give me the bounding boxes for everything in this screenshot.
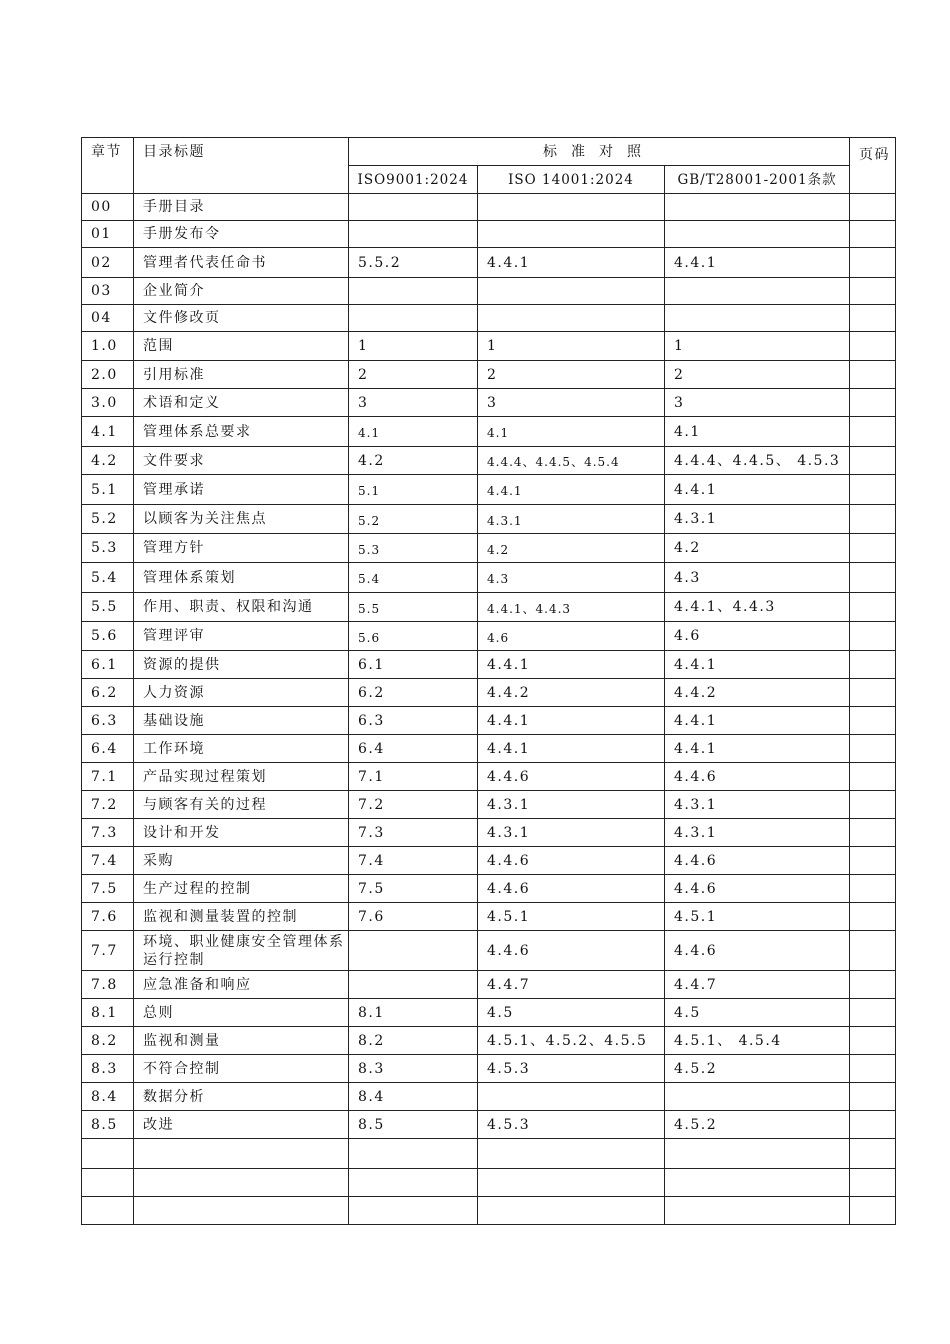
- table-row: [82, 475, 896, 505]
- iso9001-cell: [349, 221, 478, 248]
- gbt28001-cell: 3: [665, 389, 850, 417]
- title-cell: 监视和测量装置的控制: [134, 903, 349, 931]
- title-cell: 总则: [134, 999, 349, 1027]
- gbt28001-cell: 4.6: [665, 622, 850, 651]
- gbt28001-cell: 4.4.1: [665, 248, 850, 278]
- table-row: [82, 305, 896, 332]
- iso9001-cell: 5.5.2: [349, 248, 478, 278]
- page-cell: [850, 791, 896, 819]
- table-row: [82, 847, 896, 875]
- page-cell: [850, 361, 896, 389]
- table-row: [82, 389, 896, 417]
- iso9001-cell: 4.2: [349, 447, 478, 475]
- iso14001-cell: 4.5.3: [478, 1055, 665, 1083]
- iso14001-cell: 4.4.6: [478, 931, 665, 971]
- page-cell: [850, 875, 896, 903]
- table-row: [82, 791, 896, 819]
- gbt28001-cell: 4.5.1、 4.5.4: [665, 1027, 850, 1055]
- iso9001-cell: 7.1: [349, 763, 478, 791]
- page-cell: [850, 651, 896, 679]
- iso14001-cell: 4.4.2: [478, 679, 665, 707]
- table-row: [82, 1139, 896, 1169]
- title-cell: 管理体系策划: [134, 563, 349, 593]
- iso9001-cell: 3: [349, 389, 478, 417]
- page-cell: [850, 763, 896, 791]
- page-cell: [850, 305, 896, 332]
- iso14001-cell: 4.3.1: [478, 819, 665, 847]
- iso14001-cell: [478, 221, 665, 248]
- chapter-cell: 7.4: [82, 847, 134, 875]
- gbt28001-cell: 4.3: [665, 563, 850, 593]
- iso9001-cell: [349, 931, 478, 971]
- title-cell: 企业简介: [134, 278, 349, 305]
- iso9001-cell: 1: [349, 332, 478, 361]
- page-cell: [850, 1197, 896, 1225]
- gbt28001-cell: 4.4.1: [665, 475, 850, 505]
- gbt28001-cell: [665, 305, 850, 332]
- iso14001-cell: 4.4.1: [478, 651, 665, 679]
- chapter-cell: 7.8: [82, 971, 134, 999]
- chapter-cell: 5.3: [82, 534, 134, 563]
- page-cell: [850, 1055, 896, 1083]
- title-cell: 基础设施: [134, 707, 349, 735]
- table-row: [82, 1169, 896, 1197]
- title-cell: 生产过程的控制: [134, 875, 349, 903]
- page-cell: [850, 1139, 896, 1169]
- chapter-cell: [82, 1139, 134, 1169]
- table-row: [82, 534, 896, 563]
- iso14001-cell: 4.4.1: [478, 475, 665, 505]
- iso14001-cell: 1: [478, 332, 665, 361]
- chapter-cell: 6.2: [82, 679, 134, 707]
- title-cell: 管理体系总要求: [134, 417, 349, 447]
- iso9001-cell: 7.6: [349, 903, 478, 931]
- chapter-cell: 6.4: [82, 735, 134, 763]
- gbt28001-cell: 4.4.6: [665, 875, 850, 903]
- iso9001-cell: 8.2: [349, 1027, 478, 1055]
- table-row: [82, 903, 896, 931]
- table-row: [82, 221, 896, 248]
- iso14001-cell: [478, 1197, 665, 1225]
- gbt28001-cell: [665, 278, 850, 305]
- iso9001-cell: [349, 278, 478, 305]
- iso9001-cell: 6.4: [349, 735, 478, 763]
- iso14001-cell: 4.5.3: [478, 1111, 665, 1139]
- page-cell: [850, 1169, 896, 1197]
- chapter-cell: 01: [82, 221, 134, 248]
- gbt28001-cell: [665, 1139, 850, 1169]
- page-cell: [850, 999, 896, 1027]
- iso9001-cell: 7.3: [349, 819, 478, 847]
- title-cell: 引用标准: [134, 361, 349, 389]
- title-cell: 监视和测量: [134, 1027, 349, 1055]
- chapter-cell: 7.2: [82, 791, 134, 819]
- gbt28001-cell: 4.4.1: [665, 735, 850, 763]
- gbt28001-cell: 1: [665, 332, 850, 361]
- table-row: [82, 417, 896, 447]
- page-cell: [850, 707, 896, 735]
- iso9001-cell: 8.3: [349, 1055, 478, 1083]
- iso9001-cell: 6.2: [349, 679, 478, 707]
- title-cell: 以顾客为关注焦点: [134, 505, 349, 534]
- title-cell: 管理者代表任命书: [134, 248, 349, 278]
- iso9001-cell: 5.2: [349, 505, 478, 534]
- gbt28001-cell: [665, 194, 850, 221]
- title-cell: 改进: [134, 1111, 349, 1139]
- title-cell: 环境、职业健康安全管理体系运行控制: [134, 931, 349, 971]
- page-cell: [850, 735, 896, 763]
- table-row: [82, 332, 896, 361]
- iso14001-cell: 4.1: [478, 417, 665, 447]
- gbt28001-cell: 4.3.1: [665, 505, 850, 534]
- title-cell: 手册目录: [134, 194, 349, 221]
- standards-header: 标准对照: [349, 138, 850, 166]
- chapter-cell: 8.4: [82, 1083, 134, 1111]
- gbt28001-cell: 4.2: [665, 534, 850, 563]
- gbt28001-cell: 4.3.1: [665, 819, 850, 847]
- iso9001-cell: [349, 971, 478, 999]
- title-cell: 采购: [134, 847, 349, 875]
- iso14001-cell: 4.4.1、4.4.3: [478, 593, 665, 622]
- table-row: [82, 735, 896, 763]
- chapter-cell: 6.1: [82, 651, 134, 679]
- title-cell: 管理方针: [134, 534, 349, 563]
- title-header: 目录标题: [134, 138, 349, 194]
- gbt28001-cell: [665, 1197, 850, 1225]
- iso14001-cell: 4.4.6: [478, 763, 665, 791]
- table-row: [82, 505, 896, 534]
- iso14001-cell: 4.4.1: [478, 735, 665, 763]
- iso9001-cell: 5.4: [349, 563, 478, 593]
- iso14001-cell: 4.3.1: [478, 791, 665, 819]
- page-cell: [850, 221, 896, 248]
- iso14001-cell: [478, 1083, 665, 1111]
- title-cell: 工作环境: [134, 735, 349, 763]
- gbt28001-cell: 4.4.1: [665, 651, 850, 679]
- gbt28001-cell: 4.4.7: [665, 971, 850, 999]
- iso9001-cell: [349, 1169, 478, 1197]
- table-row: [82, 248, 896, 278]
- title-cell: [134, 1169, 349, 1197]
- iso9001-cell: 6.3: [349, 707, 478, 735]
- gbt28001-cell: 4.3.1: [665, 791, 850, 819]
- table-row: [82, 1083, 896, 1111]
- page-cell: [850, 505, 896, 534]
- title-cell: 范围: [134, 332, 349, 361]
- title-cell: 手册发布令: [134, 221, 349, 248]
- table-row: [82, 194, 896, 221]
- chapter-cell: 7.7: [82, 931, 134, 971]
- title-cell: 人力资源: [134, 679, 349, 707]
- chapter-cell: [82, 1169, 134, 1197]
- page-cell: [850, 1111, 896, 1139]
- title-cell: [134, 1139, 349, 1169]
- title-cell: 产品实现过程策划: [134, 763, 349, 791]
- iso14001-cell: 4.5.1: [478, 903, 665, 931]
- header-row: [82, 138, 896, 166]
- gbt28001-cell: 4.5: [665, 999, 850, 1027]
- table-row: [82, 819, 896, 847]
- gbt28001-cell: 2: [665, 361, 850, 389]
- table-row: [82, 875, 896, 903]
- iso14001-cell: [478, 1139, 665, 1169]
- iso9001-cell: 8.5: [349, 1111, 478, 1139]
- iso9001-cell: 8.4: [349, 1083, 478, 1111]
- chapter-cell: 8.2: [82, 1027, 134, 1055]
- page-cell: [850, 1027, 896, 1055]
- iso9001-header: ISO9001:2024: [349, 166, 478, 194]
- gbt28001-cell: 4.4.6: [665, 931, 850, 971]
- table-row: [82, 931, 896, 971]
- title-cell: 应急准备和响应: [134, 971, 349, 999]
- chapter-header: 章节: [82, 138, 134, 194]
- page-cell: [850, 593, 896, 622]
- page-cell: [850, 847, 896, 875]
- iso9001-cell: [349, 1197, 478, 1225]
- iso14001-cell: 4.5.1、4.5.2、4.5.5: [478, 1027, 665, 1055]
- iso14001-cell: 4.4.1: [478, 707, 665, 735]
- gbt28001-cell: 4.1: [665, 417, 850, 447]
- title-cell: 文件要求: [134, 447, 349, 475]
- title-cell: 与顾客有关的过程: [134, 791, 349, 819]
- chapter-cell: 03: [82, 278, 134, 305]
- chapter-cell: 5.2: [82, 505, 134, 534]
- table-row: [82, 651, 896, 679]
- page-cell: [850, 248, 896, 278]
- page-cell: [850, 819, 896, 847]
- table-row: [82, 679, 896, 707]
- iso14001-cell: [478, 1169, 665, 1197]
- gbt28001-cell: 4.4.2: [665, 679, 850, 707]
- chapter-cell: 4.1: [82, 417, 134, 447]
- gbt28001-cell: 4.4.6: [665, 847, 850, 875]
- iso14001-cell: 4.6: [478, 622, 665, 651]
- title-cell: [134, 1197, 349, 1225]
- gbt28001-cell: 4.5.1: [665, 903, 850, 931]
- gbt28001-cell: 4.5.2: [665, 1111, 850, 1139]
- page-cell: [850, 679, 896, 707]
- iso14001-cell: 4.3.1: [478, 505, 665, 534]
- gbt28001-cell: 4.4.1、4.4.3: [665, 593, 850, 622]
- table-row: [82, 1027, 896, 1055]
- page-cell: [850, 903, 896, 931]
- page-cell: [850, 971, 896, 999]
- table-row: [82, 361, 896, 389]
- chapter-cell: 8.3: [82, 1055, 134, 1083]
- page-cell: [850, 475, 896, 505]
- title-cell: 数据分析: [134, 1083, 349, 1111]
- chapter-cell: 7.6: [82, 903, 134, 931]
- title-cell: 术语和定义: [134, 389, 349, 417]
- iso9001-cell: [349, 305, 478, 332]
- iso9001-cell: 2: [349, 361, 478, 389]
- chapter-cell: 5.5: [82, 593, 134, 622]
- table-row: [82, 707, 896, 735]
- iso9001-cell: 7.5: [349, 875, 478, 903]
- gbt28001-cell: [665, 221, 850, 248]
- iso14001-cell: [478, 278, 665, 305]
- gbt28001-header: GB/T28001-2001条款: [665, 166, 850, 194]
- iso14001-cell: [478, 305, 665, 332]
- iso9001-cell: 5.6: [349, 622, 478, 651]
- iso9001-cell: [349, 194, 478, 221]
- title-cell: 管理承诺: [134, 475, 349, 505]
- page-cell: [850, 389, 896, 417]
- iso14001-header: ISO 14001:2024: [478, 166, 665, 194]
- page-cell: [850, 194, 896, 221]
- chapter-cell: 00: [82, 194, 134, 221]
- chapter-cell: 8.5: [82, 1111, 134, 1139]
- gbt28001-cell: 4.4.6: [665, 763, 850, 791]
- iso14001-cell: 4.4.6: [478, 875, 665, 903]
- page-cell: [850, 1083, 896, 1111]
- title-cell: 管理评审: [134, 622, 349, 651]
- iso9001-cell: 7.4: [349, 847, 478, 875]
- table-row: [82, 622, 896, 651]
- table-row: [82, 999, 896, 1027]
- title-cell: 文件修改页: [134, 305, 349, 332]
- chapter-cell: 1.0: [82, 332, 134, 361]
- gbt28001-cell: 4.4.4、4.4.5、 4.5.3: [665, 447, 850, 475]
- page-cell: [850, 931, 896, 971]
- table-row: [82, 763, 896, 791]
- iso14001-cell: 4.4.6: [478, 847, 665, 875]
- chapter-cell: 04: [82, 305, 134, 332]
- iso9001-cell: 6.1: [349, 651, 478, 679]
- iso14001-cell: 4.4.1: [478, 248, 665, 278]
- chapter-cell: 4.2: [82, 447, 134, 475]
- chapter-cell: 7.5: [82, 875, 134, 903]
- standards-cross-reference-table: [81, 137, 896, 1225]
- page-cell: [850, 278, 896, 305]
- page-cell: [850, 417, 896, 447]
- iso14001-cell: 3: [478, 389, 665, 417]
- page-cell: [850, 622, 896, 651]
- page-cell: [850, 332, 896, 361]
- gbt28001-cell: [665, 1083, 850, 1111]
- title-cell: 不符合控制: [134, 1055, 349, 1083]
- page-cell: [850, 534, 896, 563]
- chapter-cell: 3.0: [82, 389, 134, 417]
- iso9001-cell: 8.1: [349, 999, 478, 1027]
- iso9001-cell: 5.3: [349, 534, 478, 563]
- iso14001-cell: 4.5: [478, 999, 665, 1027]
- iso9001-cell: [349, 1139, 478, 1169]
- page-cell: [850, 563, 896, 593]
- chapter-cell: 8.1: [82, 999, 134, 1027]
- gbt28001-cell: [665, 1169, 850, 1197]
- chapter-cell: [82, 1197, 134, 1225]
- title-cell: 资源的提供: [134, 651, 349, 679]
- iso14001-cell: [478, 194, 665, 221]
- title-cell: 设计和开发: [134, 819, 349, 847]
- table-row: [82, 563, 896, 593]
- chapter-cell: 5.4: [82, 563, 134, 593]
- table-row: [82, 971, 896, 999]
- table-row: [82, 593, 896, 622]
- iso14001-cell: 4.4.7: [478, 971, 665, 999]
- chapter-cell: 2.0: [82, 361, 134, 389]
- table-row: [82, 278, 896, 305]
- table-row: [82, 447, 896, 475]
- iso9001-cell: 5.5: [349, 593, 478, 622]
- chapter-cell: 5.6: [82, 622, 134, 651]
- iso14001-cell: 4.3: [478, 563, 665, 593]
- iso9001-cell: 5.1: [349, 475, 478, 505]
- iso9001-cell: 4.1: [349, 417, 478, 447]
- table-row: [82, 1111, 896, 1139]
- chapter-cell: 7.1: [82, 763, 134, 791]
- table-row: [82, 1197, 896, 1225]
- chapter-cell: 7.3: [82, 819, 134, 847]
- table-row: [82, 1055, 896, 1083]
- iso9001-cell: 7.2: [349, 791, 478, 819]
- gbt28001-cell: 4.4.1: [665, 707, 850, 735]
- chapter-cell: 02: [82, 248, 134, 278]
- page-header: 页码: [850, 138, 896, 194]
- gbt28001-cell: 4.5.2: [665, 1055, 850, 1083]
- page-cell: [850, 447, 896, 475]
- iso14001-cell: 4.2: [478, 534, 665, 563]
- iso14001-cell: 2: [478, 361, 665, 389]
- chapter-cell: 6.3: [82, 707, 134, 735]
- title-cell: 作用、职责、权限和沟通: [134, 593, 349, 622]
- chapter-cell: 5.1: [82, 475, 134, 505]
- iso14001-cell: 4.4.4、4.4.5、4.5.4: [478, 447, 665, 475]
